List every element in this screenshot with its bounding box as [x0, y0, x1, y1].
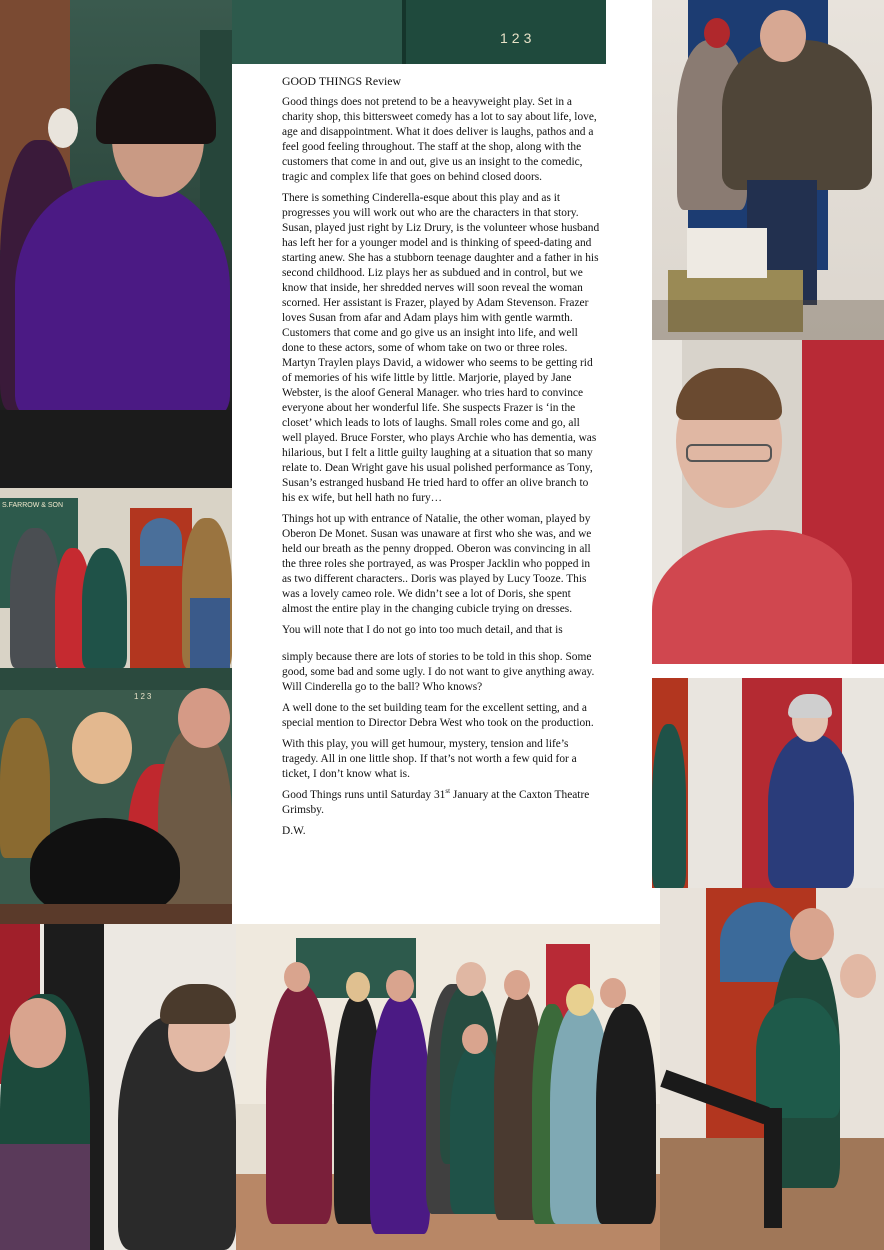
- closing-text-end: January at the Caxton Theatre Grimsby.: [282, 789, 590, 816]
- door-number: 123: [500, 30, 536, 46]
- photo-shop-group: [0, 488, 232, 668]
- review-signature: D.W.: [282, 825, 306, 837]
- door-number-small: 123: [134, 692, 154, 701]
- photo-two-women-curtain: [652, 664, 884, 888]
- review-paragraph: A well done to the set building team for the excellent setting, and a special mention to Director Debra West who took on the production.: [282, 702, 594, 729]
- photo-floral-dress: [0, 924, 236, 1250]
- review-paragraph: simply because there are lots of stories to be told in this shop. Some good, some bad and some ugly. I do not want to give anything away. Will Cinderella go to the ball? Who knows?: [282, 651, 595, 693]
- review-closing: [282, 788, 602, 818]
- review-title: GOOD THINGS Review: [282, 74, 402, 88]
- photo-red-curtain-smile: [652, 340, 884, 664]
- photo-door-strip: [232, 0, 606, 64]
- review-paragraph: There is something Cinderella-esque about this play and as it progresses you will work out who are the characters in that story. Susan, played just right by Liz Drury, is the volunteer whose husband has left her for a younger model and is thinking of speed-dating and starting anew. She has a stubborn teenage daughter and a father in his second childhood. Liz plays her as subdued and in control, but we know that inside, her shredded nerves will soon reveal the woman scorned. Her assistant is Frazer, played by Adam Stevenson. Frazer loves Susan from afar and Adam plays him with gentle warmth. Customers that come and go give us an insight into life, and well done to these actors, some of whom take on two or three roles. Martyn Traylen plays David, a widower who seems to be getting rid of memories of his wife little by little. Marjorie, played by Jane Webster, is the aloof General Manager. who tries hard to convince everyone about her wonderful life. She suspects Frazer is ‘in the closet’ which leads to lots of laughs. Small roles come and go, all well played. Bruce Forster, who plays Archie who has dementia, was hilarious, but I felt a little guilty laughing at a situation that so many relate to. Dean Wright gave his usual polished performance as Tony, Susan’s estranged husband He tried hard to offer an olive branch to his ex wife, but hell hath no fury…: [282, 192, 600, 504]
- photo-woman-in-purple: [0, 0, 232, 488]
- shop-sign: S.FARROW & SON: [2, 502, 64, 509]
- review-article: [232, 64, 652, 924]
- closing-text-start: Good Things runs until Saturday 31: [282, 789, 446, 801]
- photo-man-checked-jacket: [652, 0, 884, 340]
- date-ordinal: st: [445, 787, 451, 796]
- photo-dancing-couple: [660, 888, 884, 1250]
- photo-cast-group: [236, 924, 660, 1250]
- review-paragraph: With this play, you will get humour, mystery, tension and life’s tragedy. All in one little shop. If that’s not worth a few quid for a ticket, I don’t know what is.: [282, 738, 577, 780]
- review-paragraph: You will note that I do not go into too much detail, and that is: [282, 624, 563, 636]
- review-paragraph: Good things does not pretend to be a heavyweight play. Set in a charity shop, this bittersweet comedy has a lot to say about life, love, age and disappointment. What it does deliver is laughs, pathos and a feel good feeling throughout. The staff at the shop, along with the customers that come in and out, give us an insight to the comedic, tragic and complex life that goes on behind closed doors.: [282, 96, 597, 183]
- photo-bin-bag: [0, 668, 232, 924]
- review-paragraph: Things hot up with entrance of Natalie, the other woman, played by Oberon De Monet. Susan was unaware at first who she was, and we held our breath as the penny dropped. Oberon was convincing in all the three roles she portrayed, as was Prosper Jacklin who popped in as two different characters.. Doris was played by Lucy Tooze. This was a lovely cameo role. We didn’t see a lot of Doris, she spent almost the entire play in the changing cubicle trying on dresses.: [282, 513, 592, 615]
